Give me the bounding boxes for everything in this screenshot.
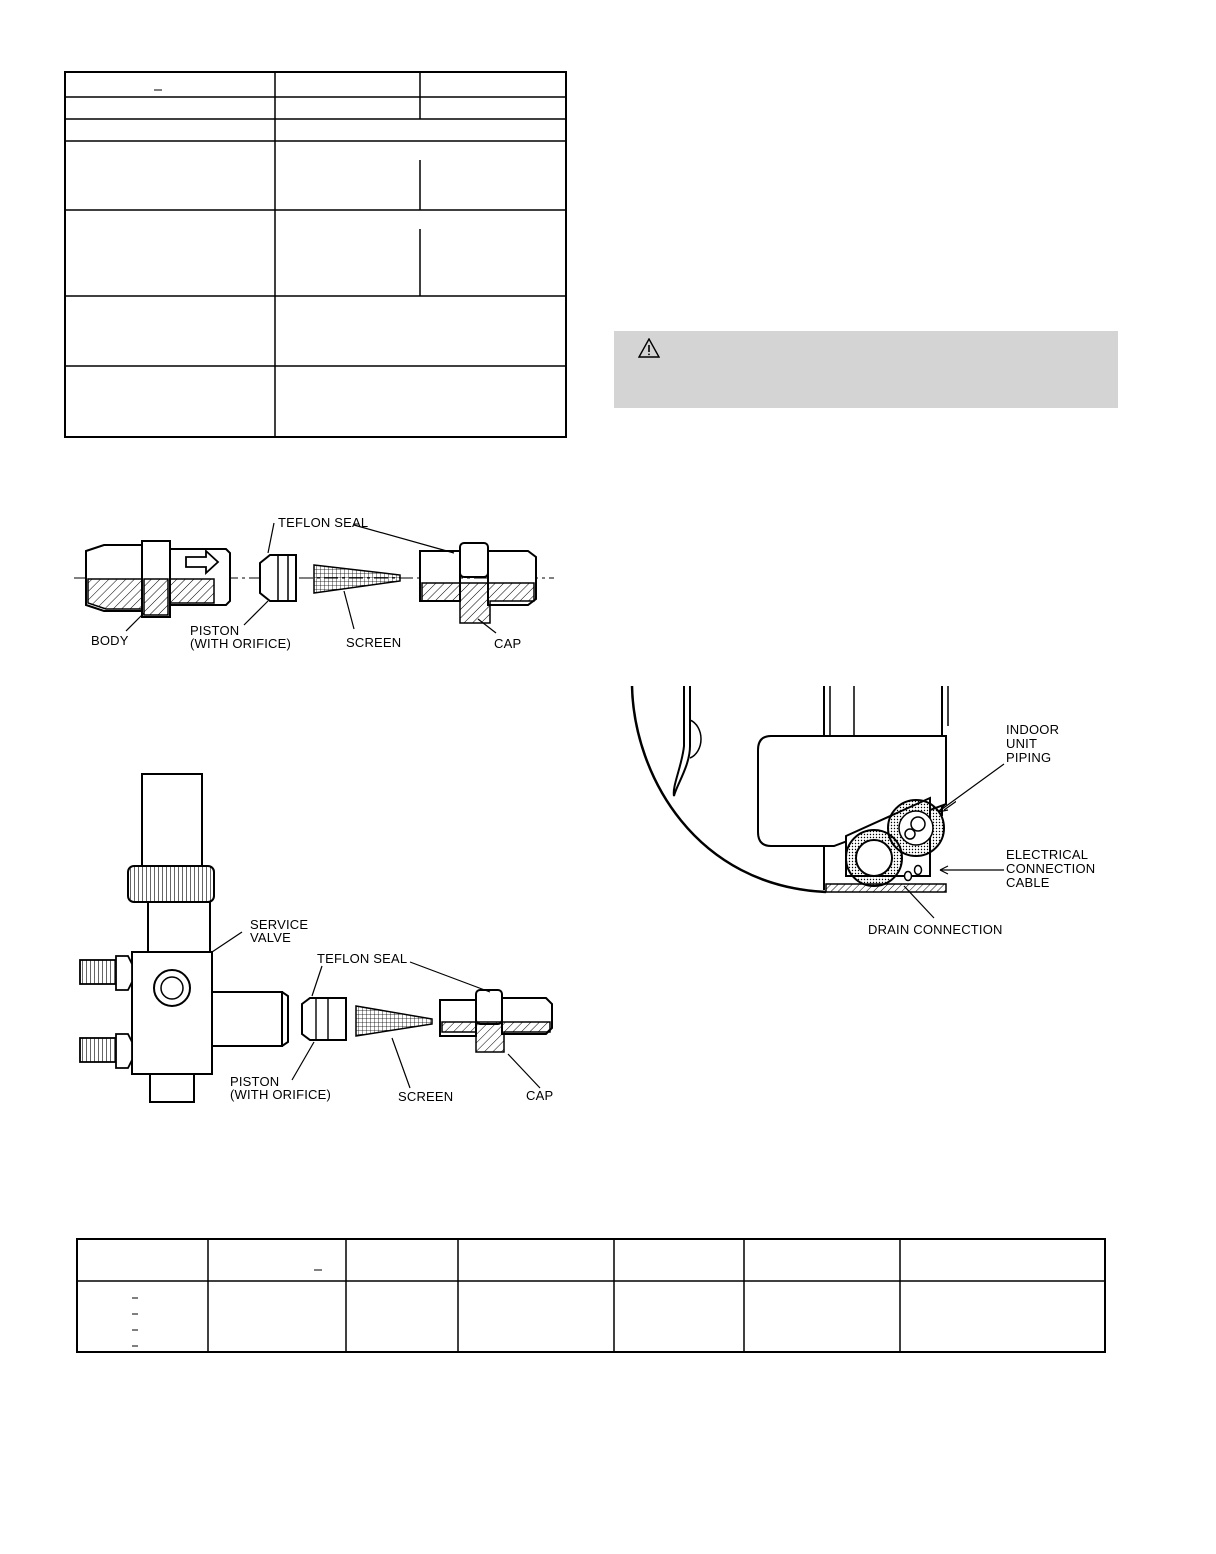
label-screen: SCREEN (346, 635, 402, 650)
warning-box (614, 331, 1118, 408)
label-teflon-seal: TEFLON SEAL (278, 515, 369, 530)
spec-table (64, 71, 567, 438)
service-valve-figure (70, 770, 560, 1110)
label-drain-connection: DRAIN CONNECTION (868, 922, 1003, 937)
label-cap: CAP (494, 636, 522, 651)
label-piston-2-line1: PISTON (230, 1074, 280, 1089)
label-cap-2: CAP (526, 1088, 554, 1103)
label-elec-line2: CONNECTION (1006, 861, 1096, 876)
label-indoor-line1: INDOOR (1006, 722, 1060, 737)
label-service-line1: SERVICE (250, 917, 309, 932)
label-screen-2: SCREEN (398, 1089, 454, 1104)
label-elec-line3: CABLE (1006, 875, 1050, 890)
label-indoor-line3: PIPING (1006, 750, 1052, 765)
label-body: BODY (91, 633, 129, 648)
label-teflon-seal-2: TEFLON SEAL (317, 951, 408, 966)
label-piston-line1: PISTON (190, 623, 240, 638)
label-piston-2-line2: (WITH ORIFICE) (230, 1087, 332, 1102)
label-elec-line1: ELECTRICAL (1006, 847, 1089, 862)
bottom-table (76, 1238, 1106, 1353)
label-piston-line2: (WITH ORIFICE) (190, 636, 292, 651)
warning-triangle-icon (638, 338, 660, 358)
label-service-line2: VALVE (250, 930, 291, 945)
label-indoor-line2: UNIT (1006, 736, 1038, 751)
indoor-piping-leaders (900, 760, 1010, 930)
